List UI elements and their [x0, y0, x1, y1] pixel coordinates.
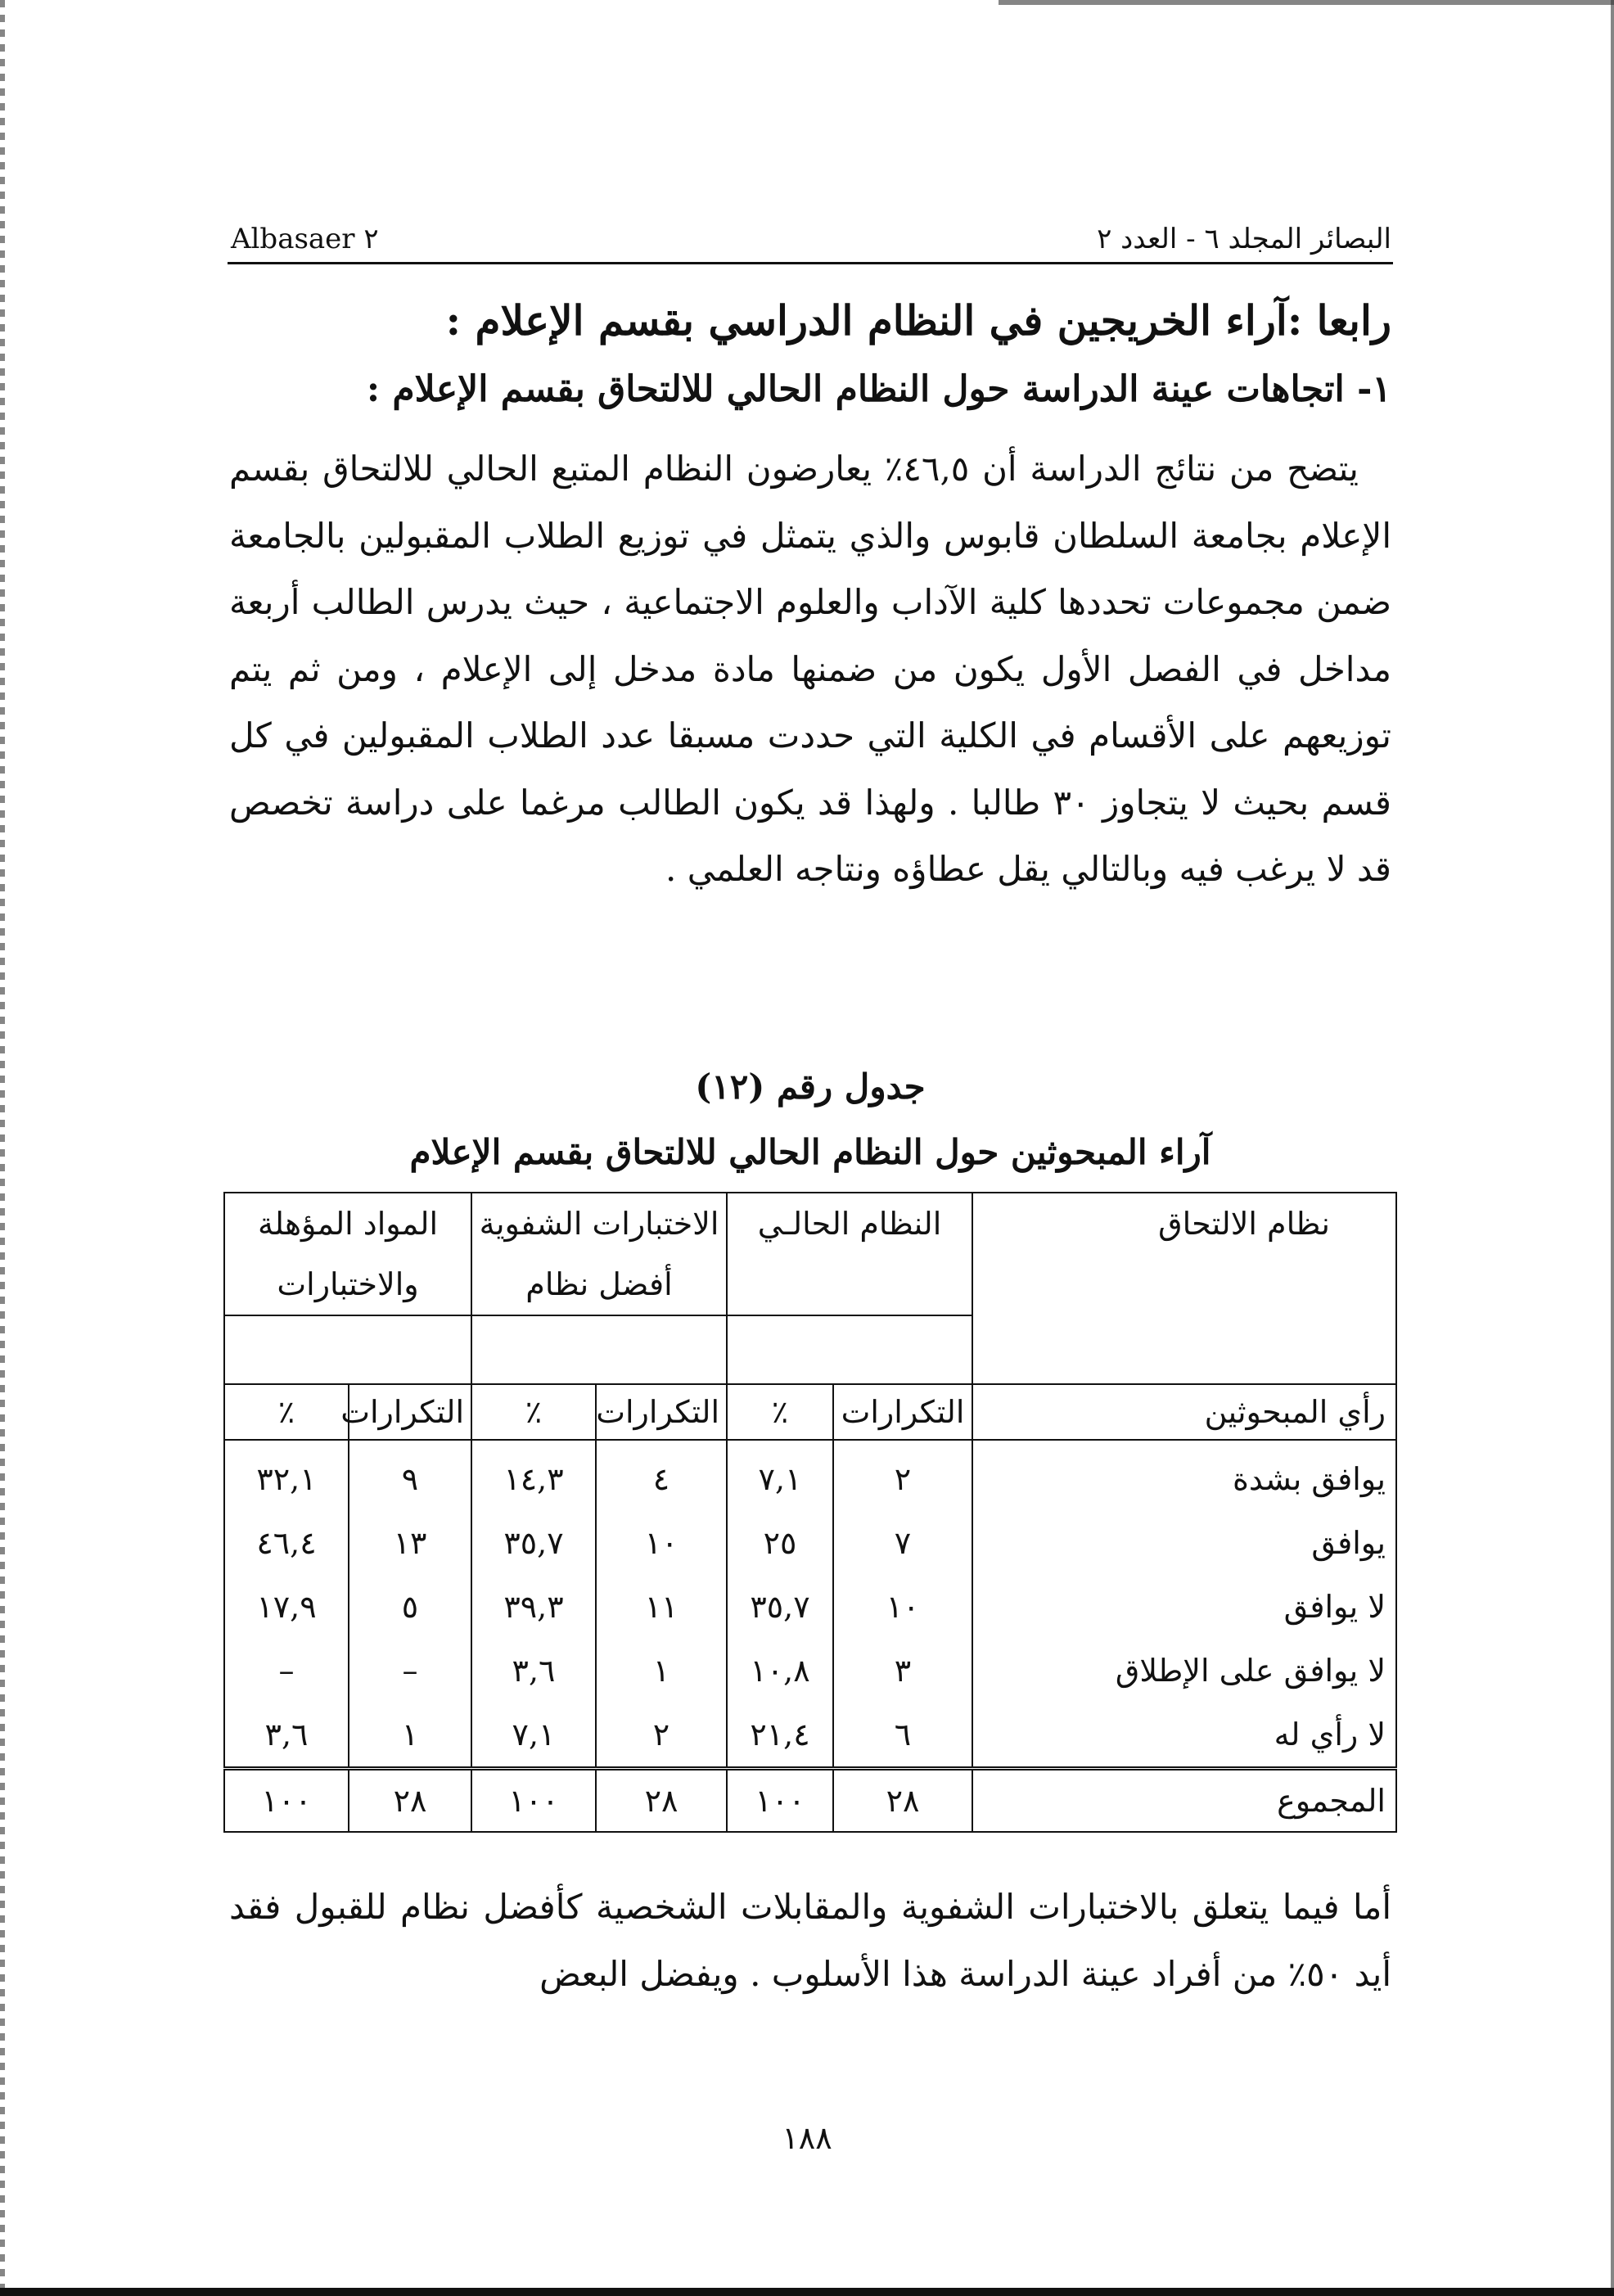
row-label: لا رأي له: [972, 1703, 1396, 1769]
subheader-percent: ٪: [224, 1384, 349, 1440]
cell-value: ٢: [596, 1703, 727, 1769]
cell-value: ٣,٦: [471, 1639, 596, 1703]
cell-value: ٣٥,٧: [727, 1575, 833, 1639]
subheader-freq: التكرارات: [596, 1384, 727, 1440]
table-row: [224, 1703, 1396, 1769]
header-rule: [228, 262, 1393, 264]
cell-value: ٩: [349, 1440, 471, 1511]
cell-value: ١٠: [596, 1511, 727, 1575]
cell-value: ٣٢,١: [224, 1440, 349, 1511]
cell-value: ٤٦,٤: [224, 1511, 349, 1575]
cell-value: ٣٩,٣: [471, 1575, 596, 1639]
subheader-percent: ٪: [471, 1384, 596, 1440]
row-label: لا يوافق: [972, 1575, 1396, 1639]
table-row: [224, 1639, 1396, 1703]
total-value: ٢٨: [349, 1769, 471, 1833]
row-label: لا يوافق على الإطلاق: [972, 1639, 1396, 1703]
group-header-current-line1: النظام الحالـي: [757, 1206, 942, 1242]
group-header-oral-line1: الاختبارات الشفوية: [479, 1206, 719, 1242]
total-value: ٢٨: [596, 1769, 727, 1833]
body-paragraph-2: أما فيما يتعلق بالاختبارات الشفوية والمقابلات الشخصية كأفضل نظام للقبول فقد أيد ٥٠٪ من أفراد عينة الدراسة هذا الأسلوب . ويفضل البعض: [229, 1887, 1391, 1994]
group-header-qualifying: [224, 1193, 471, 1315]
group-header-oral-tests: [471, 1193, 727, 1315]
table-total-row: [224, 1769, 1396, 1833]
cell-value: ١٣: [349, 1511, 471, 1575]
group-header-oral-blank: [471, 1315, 727, 1384]
scan-right-edge: [1611, 0, 1614, 2296]
scan-top-edge: [999, 0, 1614, 5]
scan-bottom-edge: [0, 2288, 1614, 2296]
body-paragraph-1: يتضح من نتائج الدراسة أن ٤٦,٥٪ يعارضون النظام المتبع الحالي للالتحاق بقسم الإعلام بجامعة السلطان قابوس والذي يتمثل في توزيع الطلاب المقبولين بالجامعة ضمن مجموعات تحددها كلية الآداب والعلوم الاجتماعية ، حيث يدرس الطالب أربعة مداخل في الفصل الأول يكون من ضمنها مادة مدخل إلى الإعلام ، ومن ثم يتم توزيعهم على الأقسام في الكلية التي حددت مسبقا عدد الطلاب المقبولين في كل قسم بحيث لا يتجاوز ٣٠ طالبا . ولهذا قد يكون الطالب مرغما على دراسة تخصص قد لا يرغب فيه وبالتالي يقل عطاؤه ونتاجه العلمي .: [229, 449, 1391, 889]
total-label: المجموع: [972, 1769, 1396, 1833]
group-header-oral-line2: أفضل نظام: [525, 1266, 673, 1302]
cell-value: –: [224, 1639, 349, 1703]
cell-value: ٥: [349, 1575, 471, 1639]
table-row: [224, 1575, 1396, 1639]
cell-value: ١١: [596, 1575, 727, 1639]
table-subheader-row: [224, 1384, 1396, 1440]
total-value: ٢٨: [833, 1769, 972, 1833]
cell-value: ٤: [596, 1440, 727, 1511]
cell-value: ٣: [833, 1639, 972, 1703]
table-number: جدول رقم (١٢): [695, 1067, 926, 1107]
table-title: آراء المبحوثين حول النظام الحالي للالتحاق بقسم الإعلام: [409, 1132, 1211, 1172]
opinions-table: [223, 1192, 1397, 1833]
cell-value: ٣,٦: [224, 1703, 349, 1769]
cell-value: –: [349, 1639, 471, 1703]
group-header-qualifying-line2: والاختبارات: [277, 1266, 419, 1302]
table-row: [224, 1511, 1396, 1575]
cell-value: ٧,١: [727, 1440, 833, 1511]
cell-value: ٧: [833, 1511, 972, 1575]
total-value: ١٠٠: [471, 1769, 596, 1833]
cell-value: ١: [349, 1703, 471, 1769]
row-label: يوافق: [972, 1511, 1396, 1575]
corner-cell: [972, 1193, 1396, 1384]
header-arabic: البصائر المجلد ٦ - العدد ٢: [1097, 223, 1391, 255]
corner-top-label: نظام الالتحاق: [1158, 1206, 1330, 1242]
cell-value: ١٧,٩: [224, 1575, 349, 1639]
subsection-title: ١- اتجاهات عينة الدراسة حول النظام الحالي للالتحاق بقسم الإعلام :: [366, 368, 1391, 410]
corner-bottom-label: رأي المبحوثين: [972, 1384, 1396, 1440]
cell-value: ١٠: [833, 1575, 972, 1639]
subheader-freq: التكرارات: [349, 1384, 471, 1440]
cell-value: ٦: [833, 1703, 972, 1769]
cell-value: ٣٥,٧: [471, 1511, 596, 1575]
running-header: [231, 214, 1391, 255]
cell-value: ١٠,٨: [727, 1639, 833, 1703]
row-label: يوافق بشدة: [972, 1440, 1396, 1511]
cell-value: ٧,١: [471, 1703, 596, 1769]
group-header-current: [727, 1193, 972, 1315]
subheader-percent: ٪: [727, 1384, 833, 1440]
page-number: ١٨٨: [782, 2120, 832, 2156]
subheader-freq: التكرارات: [833, 1384, 972, 1440]
cell-value: ٢٥: [727, 1511, 833, 1575]
cell-value: ٢١,٤: [727, 1703, 833, 1769]
cell-value: ١٤,٣: [471, 1440, 596, 1511]
cell-value: ١: [596, 1639, 727, 1703]
table-row: [224, 1440, 1396, 1511]
group-header-current-blank: [727, 1315, 972, 1384]
group-header-qualifying-blank: [224, 1315, 471, 1384]
scan-left-edge: [0, 0, 5, 2296]
header-latin: Albasaer ٢: [231, 223, 379, 255]
section-title: رابعا :آراء الخريجين في النظام الدراسي بقسم الإعلام :: [445, 296, 1391, 345]
group-header-qualifying-line1: المواد المؤهلة: [257, 1206, 439, 1242]
total-value: ١٠٠: [224, 1769, 349, 1833]
total-value: ١٠٠: [727, 1769, 833, 1833]
cell-value: ٢: [833, 1440, 972, 1511]
table-header-row: [224, 1193, 1396, 1315]
